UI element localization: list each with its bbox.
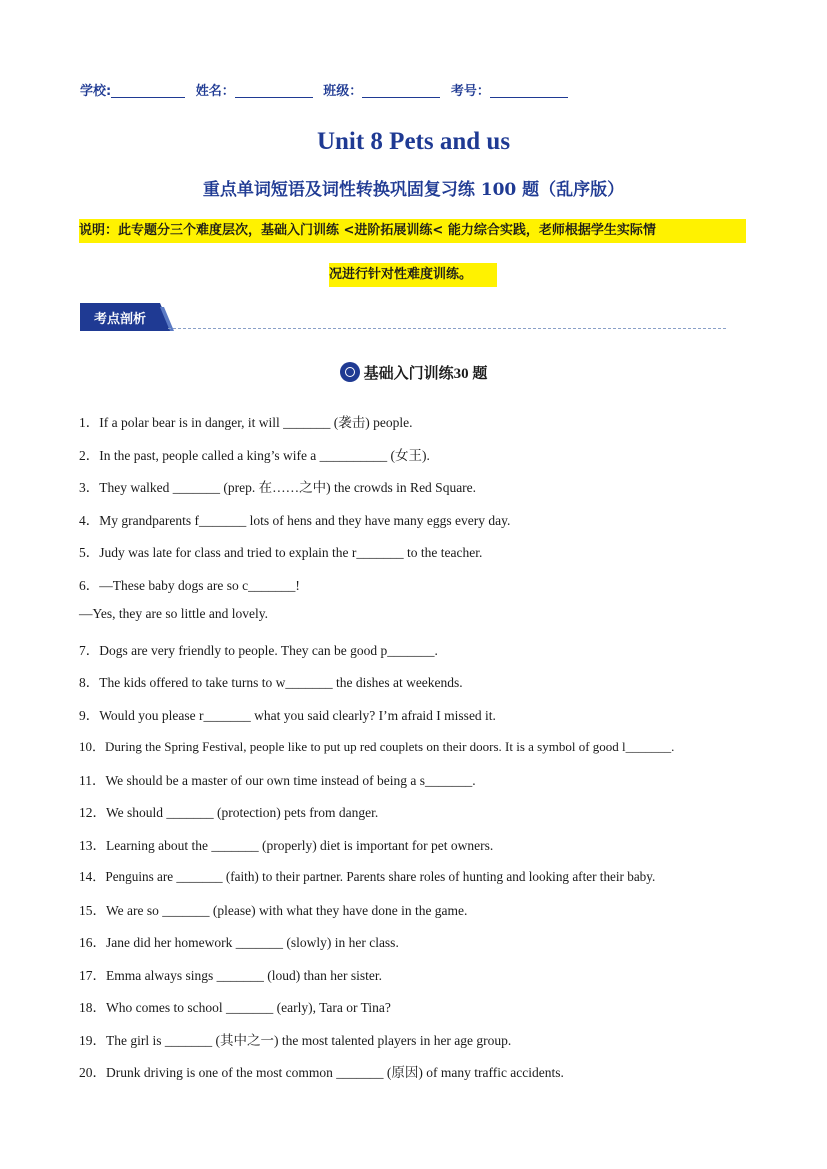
question-item: 8．The kids offered to take turns to w_______ the dishes at weekends. (79, 675, 463, 690)
name-label: 姓名： (195, 84, 235, 99)
question-answer-line: —Yes, they are so little and lovely. (79, 606, 268, 621)
section-tab-label: 考点剖析 (94, 312, 147, 327)
question-item: 12．We should _______ (protection) pets from danger. (79, 805, 379, 820)
question-item: 3．They walked _______ (prep. 在……之中) the crowds in Red Square. (79, 480, 477, 495)
question-item: 20．Drunk driving is one of the most common _______ (原因) of many traffic accidents. (79, 1065, 564, 1080)
section-badge-icon (340, 362, 360, 382)
question-item: 14．Penguins are _______ (faith) to their partner. Parents share roles of hunting and looking after their baby. (79, 869, 656, 884)
exam-number-blank (490, 83, 568, 98)
question-item: 17．Emma always sings _______ (loud) than her sister. (79, 968, 382, 983)
question-item: 7．Dogs are very friendly to people. They can be good p_______. (79, 643, 438, 658)
page-title: Unit 8 Pets and us (316, 128, 511, 155)
question-item: 10．During the Spring Festival, people like to put up red couplets on their doors. It is a symbol of good l_______. (79, 739, 675, 754)
question-item: 15．We are so _______ (please) with what they have done in the game. (79, 903, 468, 918)
section-count: 30 题 (453, 366, 488, 382)
question-item: 6．—These baby dogs are so c_______! (79, 578, 300, 593)
school-label: 学校: (80, 84, 112, 99)
question-item: 1．If a polar bear is in danger, it will _______ (袭击) people. (79, 415, 413, 430)
class-label: 班级： (323, 84, 363, 99)
question-item: 16．Jane did her homework _______ (slowly) in her class. (79, 935, 399, 950)
divider-dashed (168, 328, 726, 329)
school-blank (111, 83, 185, 98)
question-item: 18．Who comes to school _______ (early), Tara or Tina? (79, 1000, 391, 1015)
name-blank (235, 83, 313, 98)
exam-number-label: 考号： (450, 84, 490, 99)
question-item: 2．In the past, people called a king’s wife a __________ (女王). (79, 448, 430, 463)
instruction-note-line2: 况进行针对性难度训练。 (329, 263, 497, 287)
page-subtitle: 重点单词短语及词性转换巩固复习练 100 题（乱序版） (202, 180, 625, 200)
section-heading (0, 362, 827, 383)
class-blank (362, 83, 440, 98)
question-item: 11．We should be a master of our own time instead of being a s_______. (79, 773, 476, 788)
question-item: 5．Judy was late for class and tried to explain the r_______ to the teacher. (79, 545, 483, 560)
section-title: 基础入门训练 (363, 364, 454, 382)
instruction-note-line1: 说明：此专题分三个难度层次，基础入门训练 <进阶拓展训练< 能力综合实践，老师根据学生实际情 (79, 219, 746, 243)
student-info-row (80, 80, 574, 99)
question-item: 13．Learning about the _______ (properly) diet is important for pet owners. (79, 838, 494, 853)
question-item: 19．The girl is _______ (其中之一) the most talented players in her age group. (79, 1033, 512, 1048)
question-item: 9．Would you please r_______ what you said clearly? I’m afraid I missed it. (79, 708, 496, 723)
section-tab-kaodian (80, 303, 176, 331)
question-item: 4．My grandparents f_______ lots of hens and they have many eggs every day. (79, 513, 511, 528)
